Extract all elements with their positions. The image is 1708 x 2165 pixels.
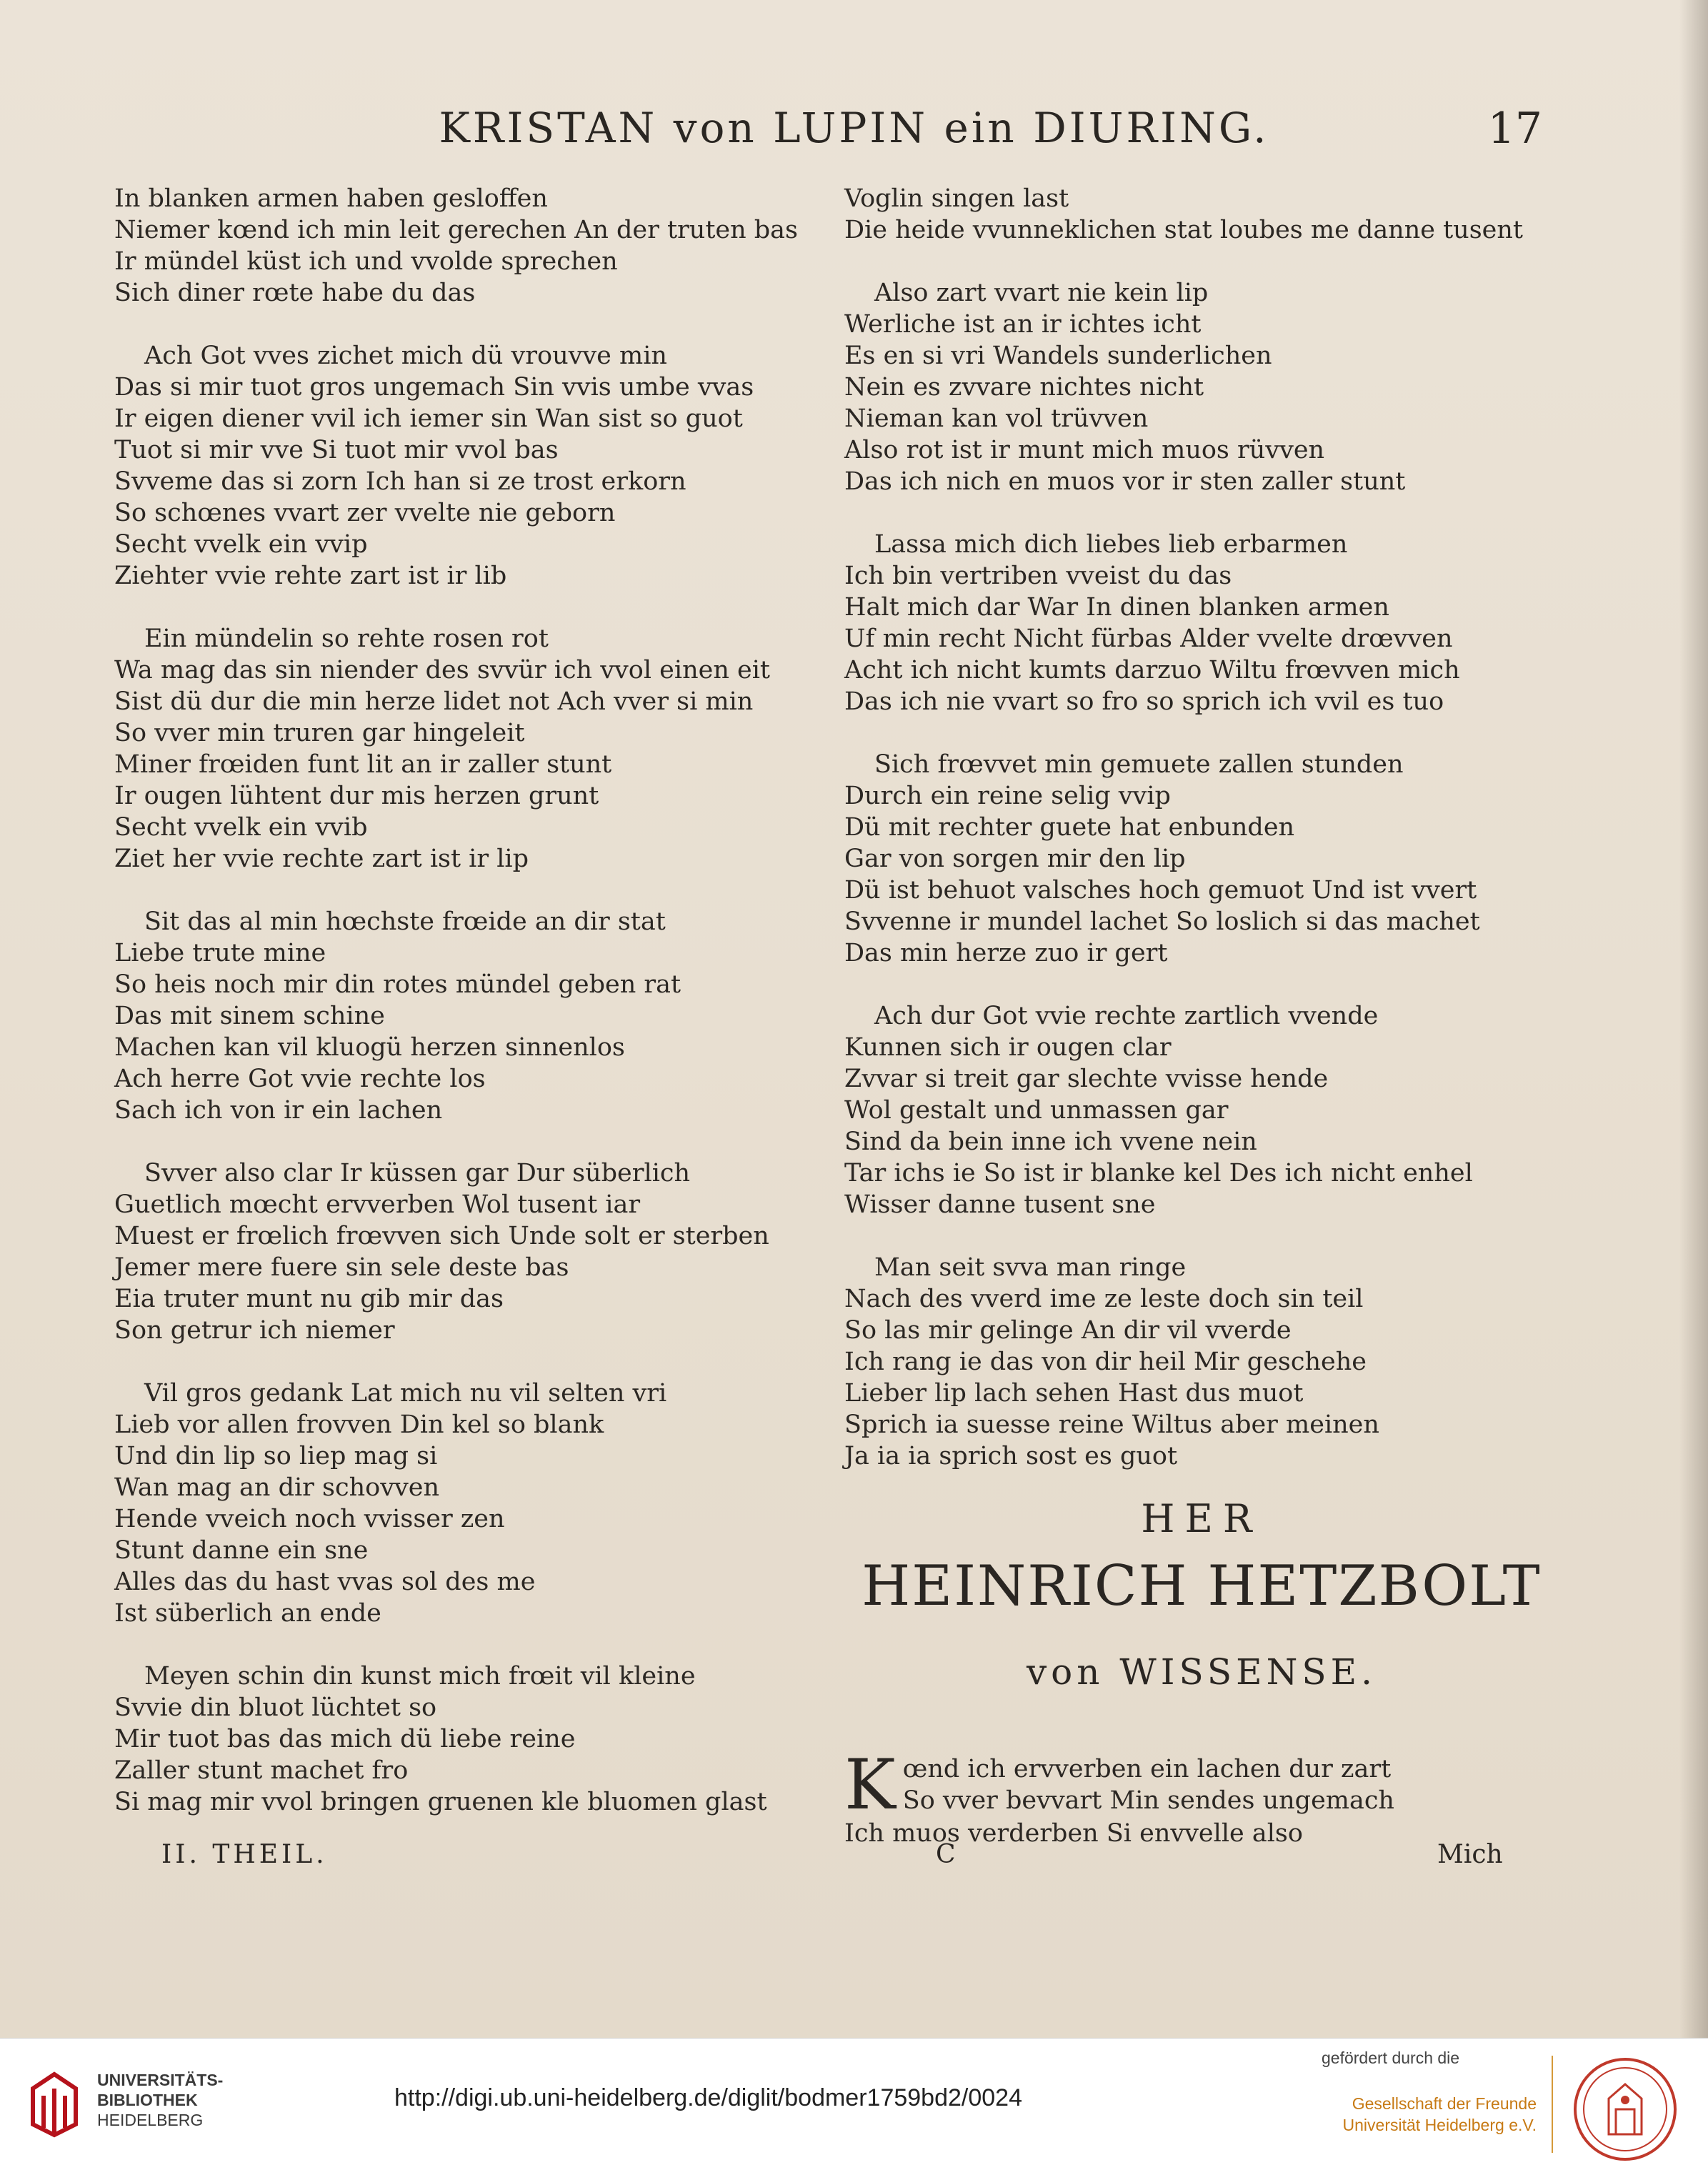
verse-line: Ich muos verderben Si envvelle also [844,1819,1303,1848]
running-title: KRISTAN von LUPIN ein DIURING. [439,104,1269,152]
stanza [114,1158,829,1346]
verse-line: Wol gestalt und unmassen gar [844,1096,1229,1125]
verse-line: Ein mündelin so rehte rosen rot [144,624,549,653]
verse-line: Ir eigen diener vvil ich iemer sin Wan sist so guot [114,404,743,433]
verse-line: Also rot ist ir munt mich muos rüvven [844,436,1325,464]
verse-line: Das min herze zuo ir gert [844,939,1168,967]
stanza [844,529,1559,717]
right-stanzas [844,183,1559,1472]
stanza [844,1000,1559,1220]
verse-line: Werliche ist an ir ichtes icht [844,310,1202,339]
verse-line: Nieman kan vol trüvven [844,404,1149,433]
verse-line: Secht vvelk ein vvib [114,813,368,842]
verse-line: Stunt danne ein sne [114,1536,369,1565]
verse-line: Machen kan vil kluogü herzen sinnenlos [114,1033,625,1062]
verse-line: Es en si vri Wandels sunderlichen [844,342,1272,370]
stanza [114,1378,829,1629]
verse-line: Ziet her vvie rechte zart ist ir lip [114,845,529,873]
verse-line: Acht ich nicht kumts darzuo Wiltu frœvven mich [844,656,1460,685]
verse-line: Das ich nie vvart so fro so sprich ich vvil es tuo [844,687,1444,716]
verse-line: Ja ia ia sprich sost es guot [844,1442,1178,1470]
verse-line: Muest er frœlich frœvven sich Unde solt er sterben [114,1222,769,1250]
verse-line: Meyen schin din kunst mich frœit vil kleine [144,1662,696,1691]
verse-line: Lieber lip lach sehen Hast dus muot [844,1379,1304,1408]
verse-line: Sit das al min hœchste frœide an dir stat [144,907,666,936]
verse-line: Svvenne ir mundel lachet So loslich si das machet [844,907,1480,936]
viewer-footer [0,2038,1708,2165]
verse-line: Halt mich dar War In dinen blanken armen [844,593,1389,622]
stanza [844,277,1559,497]
verse-line: Das ich nich en muos vor ir sten zaller stunt [844,467,1406,496]
stanza [844,749,1559,969]
verse-line: Svver also clar Ir küssen gar Dur süberlich [144,1159,691,1188]
stanza [114,623,829,875]
verse-line: Wan mag an dir schovven [114,1473,440,1502]
verse-line: So heis noch mir din rotes mündel geben rat [114,970,681,999]
verse-line: Das si mir tuot gros ungemach Sin vvis umbe vvas [114,373,754,402]
new-poem-stanza [844,1745,1559,1849]
verse-line: Jemer mere fuere sin sele deste bas [114,1253,569,1282]
verse-line: Dü ist behuot valsches hoch gemuot Und ist vvert [844,876,1477,905]
verse-line: Gar von sorgen mir den lip [844,845,1186,873]
sponsor-label: gefördert durch die [1322,2049,1460,2067]
verse-line: Man seit svva man ringe [874,1253,1187,1282]
library-name[interactable] [97,2070,223,2130]
sponsor-name-line: Universität Heidelberg e.V. [1342,2116,1537,2134]
verse-line: Eia truter munt nu gib mir das [114,1285,504,1313]
stanza [114,340,829,592]
sponsor-divider [1552,2056,1553,2153]
verse-line: Wa mag das sin niender des svvür ich vvol einen eit [114,656,770,685]
verse-line: So schœnes vvart zer vvelte nie geborn [114,499,616,527]
verse-line: Nach des vverd ime ze leste doch sin teil [844,1285,1364,1313]
verse-line: Voglin singen last [844,184,1069,213]
gathering-mark: C [936,1840,956,1869]
stanza [114,906,829,1126]
verse-line: Sich diner rœte habe du das [114,279,476,307]
verse-line: Ich bin vertriben vveist du das [844,562,1232,590]
verse-line: Lieb vor allen frovven Din kel so blank [114,1410,604,1439]
verse-line: Also zart vvart nie kein lip [874,279,1209,307]
university-seal-icon[interactable] [1572,2056,1679,2163]
sponsor-name-link[interactable] [1319,2093,1537,2136]
verse-line: Das mit sinem schine [114,1002,385,1030]
library-logo-icon[interactable] [19,2067,90,2139]
verse-line: Kunnen sich ir ougen clar [844,1033,1172,1062]
verse-line: Sind da bein inne ich vvene nein [844,1128,1257,1156]
section-author-origin: von WISSENSE. [1026,1651,1377,1693]
stanza [114,183,829,309]
section-her: HER [1141,1496,1262,1541]
verse-line: Hende vveich noch vvisser zen [114,1505,505,1533]
verse-line: Miner frœiden funt lit an ir zaller stunt [114,750,612,779]
sponsor-name-line: Gesellschaft der Freunde [1352,2094,1537,2113]
verse-line: Zvvar si treit gar slechte vvisse hende [844,1065,1329,1093]
library-name-line: BIBLIOTHEK [97,2091,198,2109]
verse-line: Wisser danne tusent sne [844,1190,1156,1219]
verse-line: Sist dü dur die min herze lidet not Ach vver si min [114,687,754,716]
verse-line: Sich frœvvet min gemuete zallen stunden [874,750,1404,779]
page-header [0,104,1708,161]
verse-line: Svvie din bluot lüchtet so [114,1693,437,1722]
verse-line: Dü mit rechter guete hat enbunden [844,813,1295,842]
verse-line: Mir tuot bas das mich dü liebe reine [114,1725,576,1753]
verse-line: Sach ich von ir ein lachen [114,1096,443,1125]
verse-line: Guetlich mœcht ervverben Wol tusent iar [114,1190,641,1219]
verse-line: Die heide vvunneklichen stat loubes me danne tusent [844,216,1523,244]
stanza [114,1661,829,1818]
verse-line: Niemer kœnd ich min leit gerechen An der truten bas [114,216,798,244]
verse-line: Vil gros gedank Lat mich nu vil selten vri [144,1379,667,1408]
verse-line: Sprich ia suesse reine Wiltus aber meinen [844,1410,1379,1439]
verse-line: Ir mündel küst ich und vvolde sprechen [114,247,618,276]
verse-line: Ziehter vvie rehte zart ist ir lib [114,562,507,590]
verse-line: Tar ichs ie So ist ir blanke kel Des ich nicht enhel [844,1159,1473,1188]
library-name-line: UNIVERSITÄTS- [97,2071,224,2089]
verse-line: œnd ich ervverben ein lachen dur zart [902,1755,1392,1783]
left-column [114,183,829,1849]
verse-line: Ach Got vves zichet mich dü vrouvve min [144,342,667,370]
page-edge-shadow [1679,0,1708,2038]
stanza [844,183,1559,246]
verse-line: Liebe trute mine [114,939,326,967]
verse-line: Ach dur Got vvie rechte zartlich vvende [874,1002,1379,1030]
verse-line: So vver min truren gar hingeleit [114,719,525,747]
verse-line: So las mir gelinge An dir vil vverde [844,1316,1292,1345]
verse-line: Zaller stunt machet fro [114,1756,409,1785]
stanza [844,1252,1559,1472]
section-author-name: HEINRICH HETZBOLT [862,1554,1542,1618]
verse-line: Son getrur ich niemer [114,1316,395,1345]
signature-mark: II. THEIL. [161,1840,328,1869]
drop-cap: K [844,1745,896,1825]
verse-line: Ir ougen lühtent dur mis herzen grunt [114,782,599,810]
verse-line: Ach herre Got vvie rechte los [114,1065,486,1093]
page-number: 17 [1487,104,1542,154]
right-column [844,183,1559,1881]
verse-line: Und din lip so liep mag si [114,1442,438,1470]
verse-line: Si mag mir vvol bringen gruenen kle bluomen glast [114,1788,767,1816]
verse-line: Ist süberlich an ende [114,1599,381,1628]
verse-line: Nein es zvvare nichtes nicht [844,373,1204,402]
verse-line: Durch ein reine selig vvip [844,782,1171,810]
source-url-link[interactable]: http://digi.ub.uni-heidelberg.de/diglit/bodmer1759bd2/0024 [394,2084,1022,2111]
verse-line: Alles das du hast vvas sol des me [114,1568,536,1596]
verse-line: Uf min recht Nicht fürbas Alder vvelte drœvven [844,624,1453,653]
catchword: Mich [1437,1840,1503,1869]
verse-line: Secht vvelk ein vvip [114,530,368,559]
verse-line: Lassa mich dich liebes lieb erbarmen [874,530,1348,559]
library-name-line: HEIDELBERG [97,2111,204,2129]
verse-line: Ich rang ie das von dir heil Mir geschehe [844,1348,1367,1376]
verse-line: Tuot si mir vve Si tuot mir vvol bas [114,436,559,464]
verse-line: In blanken armen haben gesloffen [114,184,548,213]
verse-line: Svveme das si zorn Ich han si ze trost erkorn [114,467,686,496]
verse-line: So vver bevvart Min sendes ungemach [902,1786,1394,1815]
